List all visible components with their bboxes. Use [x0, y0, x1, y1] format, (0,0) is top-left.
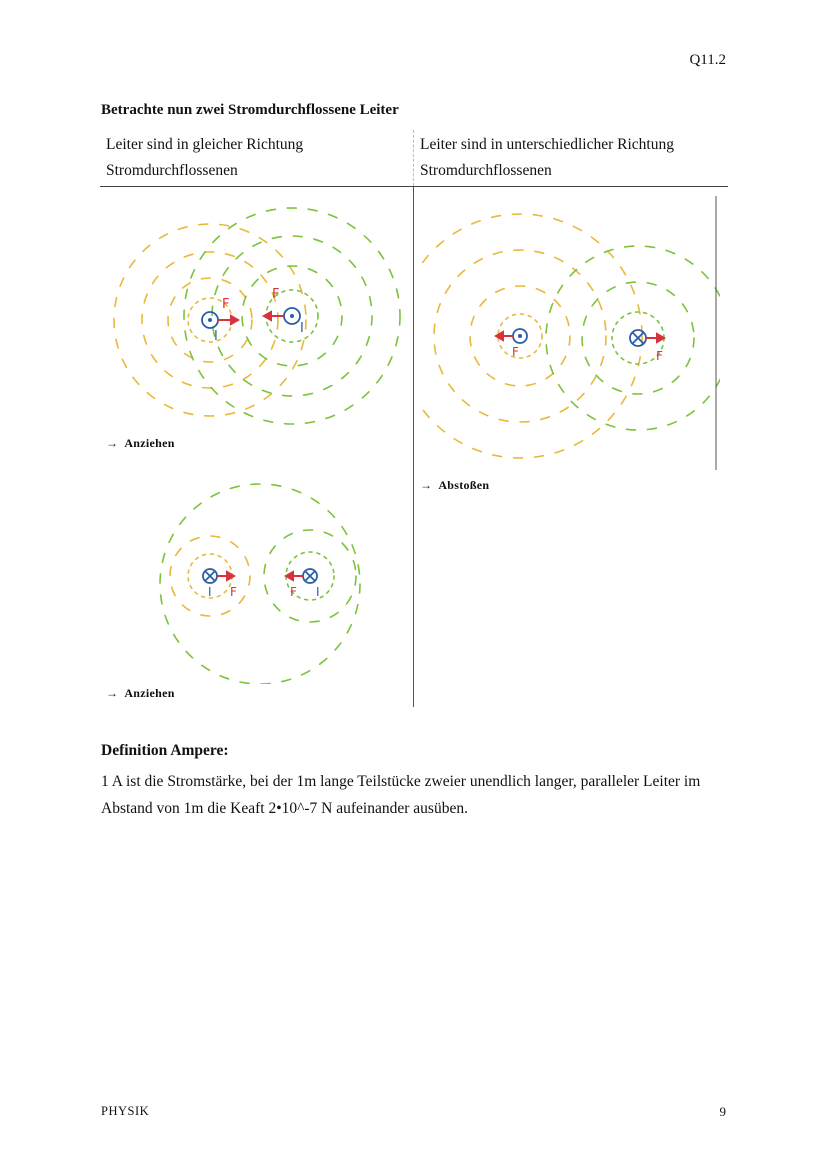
definition-text: 1 A ist die Stromstärke, bei der 1m lange Teilstücke zweier unendlich langer, paralleler Leiter im Abstand von 1m die Keaft 2•10^-7 N aufeinander ausüben.: [101, 773, 701, 817]
result-attract-2: → Anziehen: [106, 686, 175, 700]
page-number: 9: [719, 1104, 726, 1119]
label-current: I: [316, 585, 320, 599]
page-code: Q11.2: [689, 52, 726, 68]
definition-title: Definition Ampere:: [101, 742, 229, 759]
arrow-icon: →: [420, 478, 433, 492]
label-force: F: [656, 349, 663, 363]
result-repel: → Abstoßen: [420, 478, 490, 492]
label-force: F: [512, 345, 519, 359]
column-divider: [413, 130, 414, 186]
arrow-icon: →: [106, 686, 119, 700]
diagram-opposite-direction: [420, 194, 720, 474]
column-header-opposite-direction: Leiter sind in unterschiedlicher Richtung Stromdurchflossenen: [420, 136, 674, 179]
column-divider-body: [413, 187, 414, 707]
label-current: I: [214, 329, 218, 344]
conductor-cross-icon: [630, 330, 646, 346]
comparison-table: [100, 130, 728, 710]
force-arrow-icon: [217, 572, 303, 580]
label-current: I: [300, 321, 304, 336]
diagram-same-direction-out: [110, 198, 410, 438]
diagram-same-direction-in: [110, 454, 410, 684]
label-force: F: [230, 585, 237, 599]
label-force: F: [222, 297, 230, 312]
arrow-icon: →: [106, 436, 119, 450]
header-rule: [100, 186, 728, 187]
section-heading: Betrachte nun zwei Stromdurchflossene Leiter: [101, 102, 399, 118]
label-force: F: [272, 287, 280, 302]
label-current: I: [208, 585, 212, 599]
column-header-same-direction: Leiter sind in gleicher Richtung Stromdurchflossenen: [106, 136, 304, 179]
result-attract-1: → Anziehen: [106, 436, 175, 450]
label-force: F: [290, 585, 297, 599]
footer-subject: PHYSIK: [101, 1104, 150, 1118]
